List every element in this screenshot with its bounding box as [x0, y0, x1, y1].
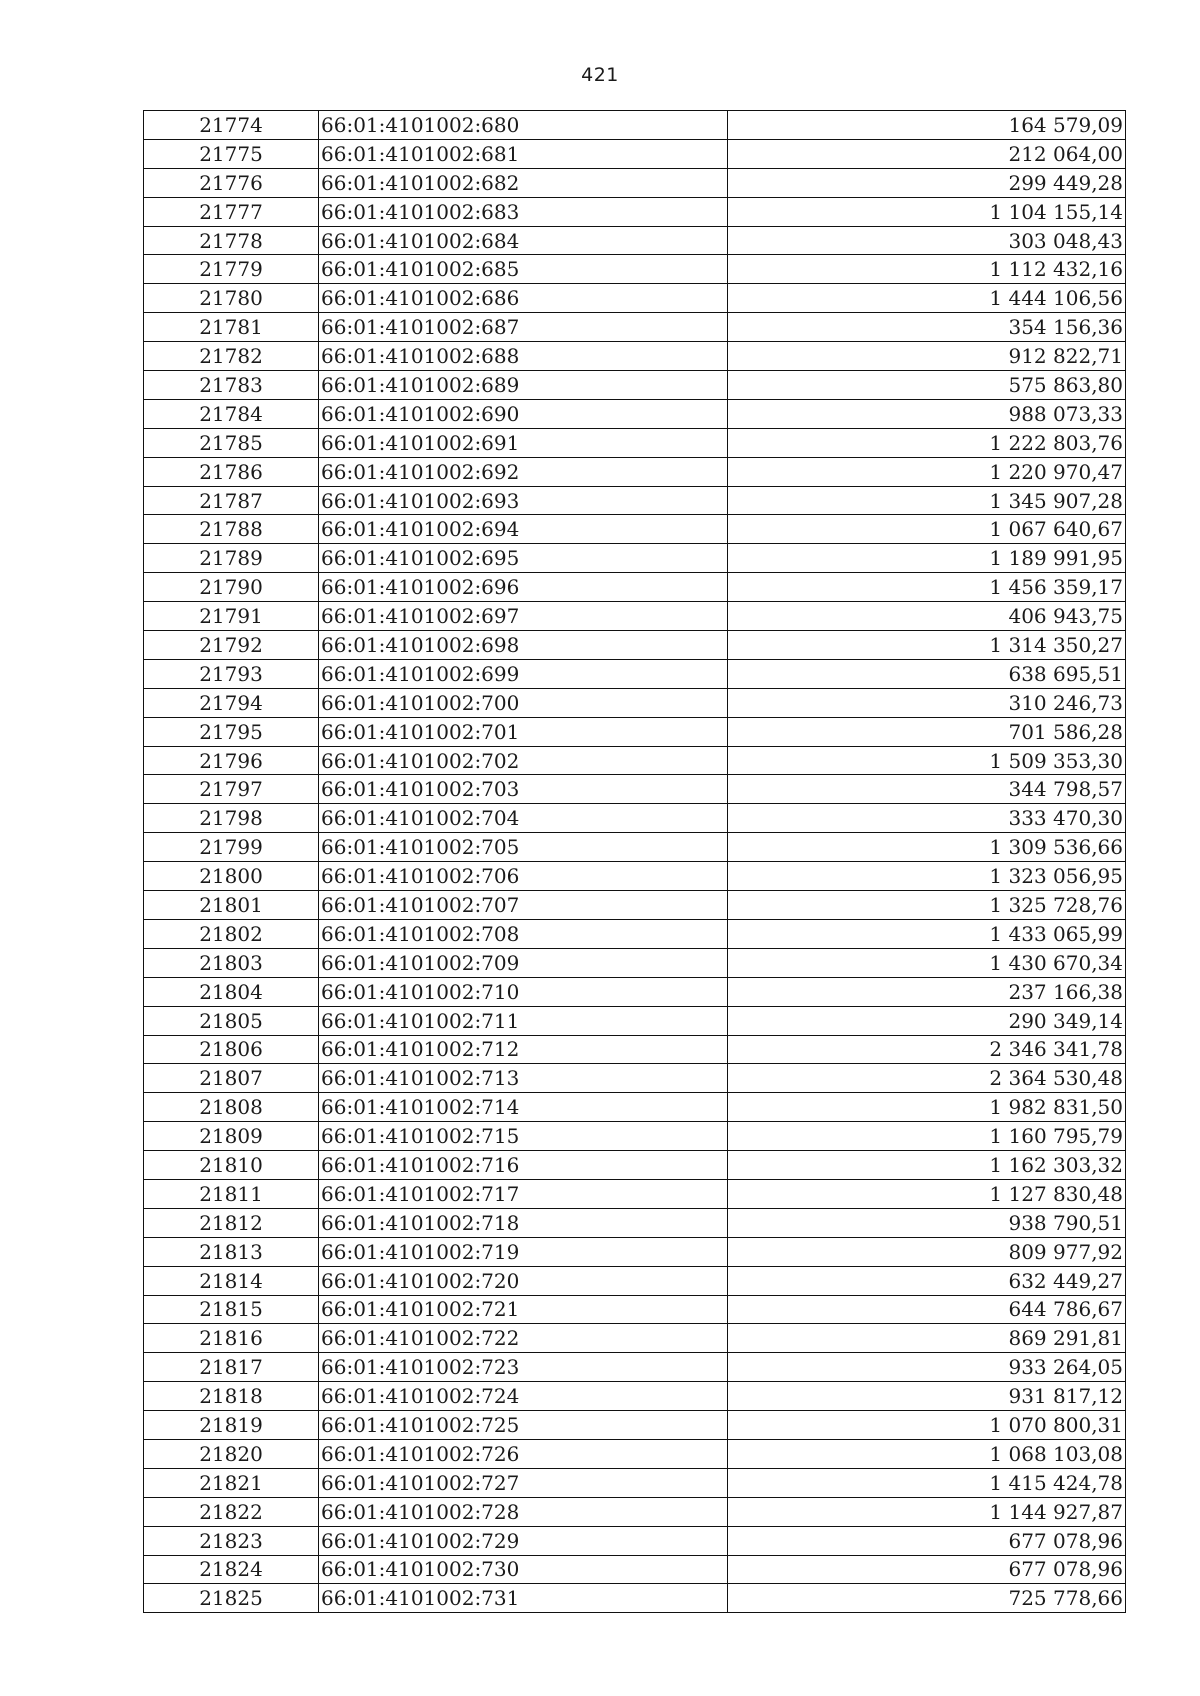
row-number-cell: 21817	[144, 1353, 319, 1382]
row-number-cell: 21824	[144, 1555, 319, 1584]
cadastral-number-cell: 66:01:4101002:681	[319, 139, 728, 168]
cadastral-number-cell: 66:01:4101002:700	[319, 688, 728, 717]
cadastral-value-cell: 1 444 106,56	[728, 284, 1126, 313]
row-number-cell: 21810	[144, 1151, 319, 1180]
row-number-cell: 21806	[144, 1035, 319, 1064]
table-row	[144, 1122, 1126, 1151]
cadastral-value-cell: 1 345 907,28	[728, 486, 1126, 515]
row-number-cell: 21779	[144, 255, 319, 284]
table-row	[144, 313, 1126, 342]
cadastral-number-cell: 66:01:4101002:712	[319, 1035, 728, 1064]
cadastral-number-cell: 66:01:4101002:685	[319, 255, 728, 284]
table-row	[144, 833, 1126, 862]
cadastral-number-cell: 66:01:4101002:690	[319, 399, 728, 428]
cadastral-number-cell: 66:01:4101002:699	[319, 659, 728, 688]
table-row	[144, 1064, 1126, 1093]
cadastral-value-cell: 912 822,71	[728, 342, 1126, 371]
row-number-cell: 21778	[144, 226, 319, 255]
cadastral-value-cell: 869 291,81	[728, 1324, 1126, 1353]
table-row	[144, 573, 1126, 602]
table-row	[144, 977, 1126, 1006]
table-row	[144, 1266, 1126, 1295]
cadastral-value-cell: 1 220 970,47	[728, 457, 1126, 486]
cadastral-number-cell: 66:01:4101002:698	[319, 631, 728, 660]
row-number-cell: 21807	[144, 1064, 319, 1093]
cadastral-value-cell: 310 246,73	[728, 688, 1126, 717]
cadastral-value-cell: 1 325 728,76	[728, 891, 1126, 920]
cadastral-value-cell: 988 073,33	[728, 399, 1126, 428]
cadastral-number-cell: 66:01:4101002:714	[319, 1093, 728, 1122]
table-body	[144, 111, 1126, 1613]
cadastral-number-cell: 66:01:4101002:682	[319, 168, 728, 197]
cadastral-value-cell: 1 509 353,30	[728, 746, 1126, 775]
cadastral-number-cell: 66:01:4101002:701	[319, 717, 728, 746]
row-number-cell: 21818	[144, 1382, 319, 1411]
cadastral-number-cell: 66:01:4101002:695	[319, 544, 728, 573]
table-row	[144, 1237, 1126, 1266]
row-number-cell: 21815	[144, 1295, 319, 1324]
table-row	[144, 1093, 1126, 1122]
cadastral-number-cell: 66:01:4101002:697	[319, 602, 728, 631]
row-number-cell: 21825	[144, 1584, 319, 1613]
cadastral-value-cell: 1 982 831,50	[728, 1093, 1126, 1122]
cadastral-number-cell: 66:01:4101002:688	[319, 342, 728, 371]
row-number-cell: 21777	[144, 197, 319, 226]
cadastral-number-cell: 66:01:4101002:703	[319, 775, 728, 804]
table-row	[144, 371, 1126, 400]
table-row	[144, 1526, 1126, 1555]
table-row	[144, 544, 1126, 573]
table-row	[144, 1324, 1126, 1353]
row-number-cell: 21811	[144, 1179, 319, 1208]
cadastral-value-cell: 1 309 536,66	[728, 833, 1126, 862]
cadastral-number-cell: 66:01:4101002:725	[319, 1411, 728, 1440]
cadastral-number-cell: 66:01:4101002:713	[319, 1064, 728, 1093]
table-row	[144, 775, 1126, 804]
table-row	[144, 717, 1126, 746]
row-number-cell: 21813	[144, 1237, 319, 1266]
cadastral-number-cell: 66:01:4101002:718	[319, 1208, 728, 1237]
table-row	[144, 1555, 1126, 1584]
cadastral-number-cell: 66:01:4101002:708	[319, 919, 728, 948]
cadastral-number-cell: 66:01:4101002:687	[319, 313, 728, 342]
cadastral-value-cell: 303 048,43	[728, 226, 1126, 255]
row-number-cell: 21774	[144, 111, 319, 140]
row-number-cell: 21786	[144, 457, 319, 486]
table-row	[144, 1295, 1126, 1324]
cadastral-number-cell: 66:01:4101002:730	[319, 1555, 728, 1584]
cadastral-number-cell: 66:01:4101002:683	[319, 197, 728, 226]
table-row	[144, 399, 1126, 428]
row-number-cell: 21805	[144, 1006, 319, 1035]
cadastral-value-cell: 933 264,05	[728, 1353, 1126, 1382]
cadastral-value-cell: 1 456 359,17	[728, 573, 1126, 602]
row-number-cell: 21816	[144, 1324, 319, 1353]
cadastral-value-cell: 575 863,80	[728, 371, 1126, 400]
cadastral-number-cell: 66:01:4101002:706	[319, 862, 728, 891]
cadastral-number-cell: 66:01:4101002:727	[319, 1468, 728, 1497]
cadastral-number-cell: 66:01:4101002:707	[319, 891, 728, 920]
row-number-cell: 21801	[144, 891, 319, 920]
row-number-cell: 21808	[144, 1093, 319, 1122]
row-number-cell: 21804	[144, 977, 319, 1006]
table-row	[144, 804, 1126, 833]
table-row	[144, 1439, 1126, 1468]
row-number-cell: 21785	[144, 428, 319, 457]
cadastral-number-cell: 66:01:4101002:705	[319, 833, 728, 862]
cadastral-value-cell: 1 127 830,48	[728, 1179, 1126, 1208]
cadastral-number-cell: 66:01:4101002:684	[319, 226, 728, 255]
table-row	[144, 862, 1126, 891]
table-row	[144, 1035, 1126, 1064]
table-row	[144, 1411, 1126, 1440]
row-number-cell: 21790	[144, 573, 319, 602]
row-number-cell: 21798	[144, 804, 319, 833]
row-number-cell: 21783	[144, 371, 319, 400]
cadastral-value-cell: 164 579,09	[728, 111, 1126, 140]
cadastral-number-cell: 66:01:4101002:728	[319, 1497, 728, 1526]
row-number-cell: 21775	[144, 139, 319, 168]
cadastral-value-cell: 237 166,38	[728, 977, 1126, 1006]
row-number-cell: 21820	[144, 1439, 319, 1468]
cadastral-number-cell: 66:01:4101002:689	[319, 371, 728, 400]
cadastral-value-cell: 1 189 991,95	[728, 544, 1126, 573]
cadastral-value-cell: 1 067 640,67	[728, 515, 1126, 544]
table-row	[144, 746, 1126, 775]
cadastral-number-cell: 66:01:4101002:723	[319, 1353, 728, 1382]
row-number-cell: 21812	[144, 1208, 319, 1237]
cadastral-number-cell: 66:01:4101002:704	[319, 804, 728, 833]
table-row	[144, 1353, 1126, 1382]
cadastral-value-cell: 1 104 155,14	[728, 197, 1126, 226]
cadastral-number-cell: 66:01:4101002:702	[319, 746, 728, 775]
cadastral-number-cell: 66:01:4101002:693	[319, 486, 728, 515]
cadastral-value-cell: 701 586,28	[728, 717, 1126, 746]
table-row	[144, 1382, 1126, 1411]
cadastral-value-cell: 299 449,28	[728, 168, 1126, 197]
row-number-cell: 21800	[144, 862, 319, 891]
row-number-cell: 21809	[144, 1122, 319, 1151]
row-number-cell: 21793	[144, 659, 319, 688]
cadastral-value-cell: 1 222 803,76	[728, 428, 1126, 457]
cadastral-value-cell: 1 068 103,08	[728, 1439, 1126, 1468]
cadastral-value-cell: 2 346 341,78	[728, 1035, 1126, 1064]
cadastral-value-cell: 938 790,51	[728, 1208, 1126, 1237]
table-row	[144, 631, 1126, 660]
cadastral-number-cell: 66:01:4101002:680	[319, 111, 728, 140]
row-number-cell: 21780	[144, 284, 319, 313]
table-row	[144, 168, 1126, 197]
cadastral-number-cell: 66:01:4101002:696	[319, 573, 728, 602]
row-number-cell: 21789	[144, 544, 319, 573]
cadastral-value-cell: 809 977,92	[728, 1237, 1126, 1266]
table-row	[144, 891, 1126, 920]
table-row	[144, 428, 1126, 457]
table-row	[144, 255, 1126, 284]
row-number-cell: 21797	[144, 775, 319, 804]
row-number-cell: 21792	[144, 631, 319, 660]
row-number-cell: 21795	[144, 717, 319, 746]
cadastral-value-cell: 2 364 530,48	[728, 1064, 1126, 1093]
cadastral-number-cell: 66:01:4101002:731	[319, 1584, 728, 1613]
cadastral-value-cell: 1 323 056,95	[728, 862, 1126, 891]
row-number-cell: 21796	[144, 746, 319, 775]
cadastral-value-cell: 1 314 350,27	[728, 631, 1126, 660]
cadastral-value-cell: 725 778,66	[728, 1584, 1126, 1613]
cadastral-number-cell: 66:01:4101002:724	[319, 1382, 728, 1411]
row-number-cell: 21821	[144, 1468, 319, 1497]
cadastral-number-cell: 66:01:4101002:686	[319, 284, 728, 313]
cadastral-value-cell: 1 162 303,32	[728, 1151, 1126, 1180]
row-number-cell: 21823	[144, 1526, 319, 1555]
page-number: 421	[581, 64, 619, 86]
table-row	[144, 226, 1126, 255]
cadastral-number-cell: 66:01:4101002:722	[319, 1324, 728, 1353]
cadastral-value-cell: 1 415 424,78	[728, 1468, 1126, 1497]
cadastral-number-cell: 66:01:4101002:715	[319, 1122, 728, 1151]
cadastral-value-cell: 1 144 927,87	[728, 1497, 1126, 1526]
cadastral-value-cell: 1 070 800,31	[728, 1411, 1126, 1440]
row-number-cell: 21822	[144, 1497, 319, 1526]
cadastral-number-cell: 66:01:4101002:720	[319, 1266, 728, 1295]
cadastral-value-cell: 1 160 795,79	[728, 1122, 1126, 1151]
cadastral-number-cell: 66:01:4101002:692	[319, 457, 728, 486]
cadastral-number-cell: 66:01:4101002:716	[319, 1151, 728, 1180]
table-row	[144, 688, 1126, 717]
row-number-cell: 21794	[144, 688, 319, 717]
cadastral-value-cell: 212 064,00	[728, 139, 1126, 168]
cadastral-value-cell: 638 695,51	[728, 659, 1126, 688]
row-number-cell: 21791	[144, 602, 319, 631]
table-row	[144, 111, 1126, 140]
cadastral-number-cell: 66:01:4101002:711	[319, 1006, 728, 1035]
cadastral-number-cell: 66:01:4101002:709	[319, 948, 728, 977]
cadastral-number-cell: 66:01:4101002:721	[319, 1295, 728, 1324]
cadastral-number-cell: 66:01:4101002:729	[319, 1526, 728, 1555]
cadastral-number-cell: 66:01:4101002:694	[319, 515, 728, 544]
row-number-cell: 21803	[144, 948, 319, 977]
cadastral-value-cell: 1 430 670,34	[728, 948, 1126, 977]
row-number-cell: 21819	[144, 1411, 319, 1440]
table-row	[144, 284, 1126, 313]
row-number-cell: 21788	[144, 515, 319, 544]
cadastral-number-cell: 66:01:4101002:710	[319, 977, 728, 1006]
cadastral-value-cell: 931 817,12	[728, 1382, 1126, 1411]
cadastral-value-cell: 290 349,14	[728, 1006, 1126, 1035]
table-row	[144, 659, 1126, 688]
table-row	[144, 1006, 1126, 1035]
cadastral-number-cell: 66:01:4101002:719	[319, 1237, 728, 1266]
cadastral-value-cell: 354 156,36	[728, 313, 1126, 342]
cadastral-value-cell: 632 449,27	[728, 1266, 1126, 1295]
row-number-cell: 21814	[144, 1266, 319, 1295]
cadastral-value-cell: 1 112 432,16	[728, 255, 1126, 284]
cadastral-value-cell: 644 786,67	[728, 1295, 1126, 1324]
cadastral-value-cell: 677 078,96	[728, 1526, 1126, 1555]
cadastral-value-cell: 1 433 065,99	[728, 919, 1126, 948]
table-row	[144, 1497, 1126, 1526]
cadastral-number-cell: 66:01:4101002:691	[319, 428, 728, 457]
table-row	[144, 342, 1126, 371]
table-row	[144, 139, 1126, 168]
table-row	[144, 602, 1126, 631]
row-number-cell: 21782	[144, 342, 319, 371]
table-row	[144, 919, 1126, 948]
cadastral-number-cell: 66:01:4101002:726	[319, 1439, 728, 1468]
row-number-cell: 21781	[144, 313, 319, 342]
cadastral-value-cell: 333 470,30	[728, 804, 1126, 833]
cadastral-value-cell: 406 943,75	[728, 602, 1126, 631]
row-number-cell: 21802	[144, 919, 319, 948]
table-row	[144, 197, 1126, 226]
table-row	[144, 1151, 1126, 1180]
row-number-cell: 21776	[144, 168, 319, 197]
cadastral-value-cell: 344 798,57	[728, 775, 1126, 804]
table-row	[144, 1208, 1126, 1237]
cadastral-value-table	[143, 110, 1126, 1613]
table-row	[144, 948, 1126, 977]
row-number-cell: 21799	[144, 833, 319, 862]
table-row	[144, 1179, 1126, 1208]
row-number-cell: 21784	[144, 399, 319, 428]
cadastral-number-cell: 66:01:4101002:717	[319, 1179, 728, 1208]
cadastral-value-cell: 677 078,96	[728, 1555, 1126, 1584]
table-row	[144, 1468, 1126, 1497]
table-row	[144, 515, 1126, 544]
table-row	[144, 457, 1126, 486]
table-row	[144, 1584, 1126, 1613]
table-row	[144, 486, 1126, 515]
row-number-cell: 21787	[144, 486, 319, 515]
